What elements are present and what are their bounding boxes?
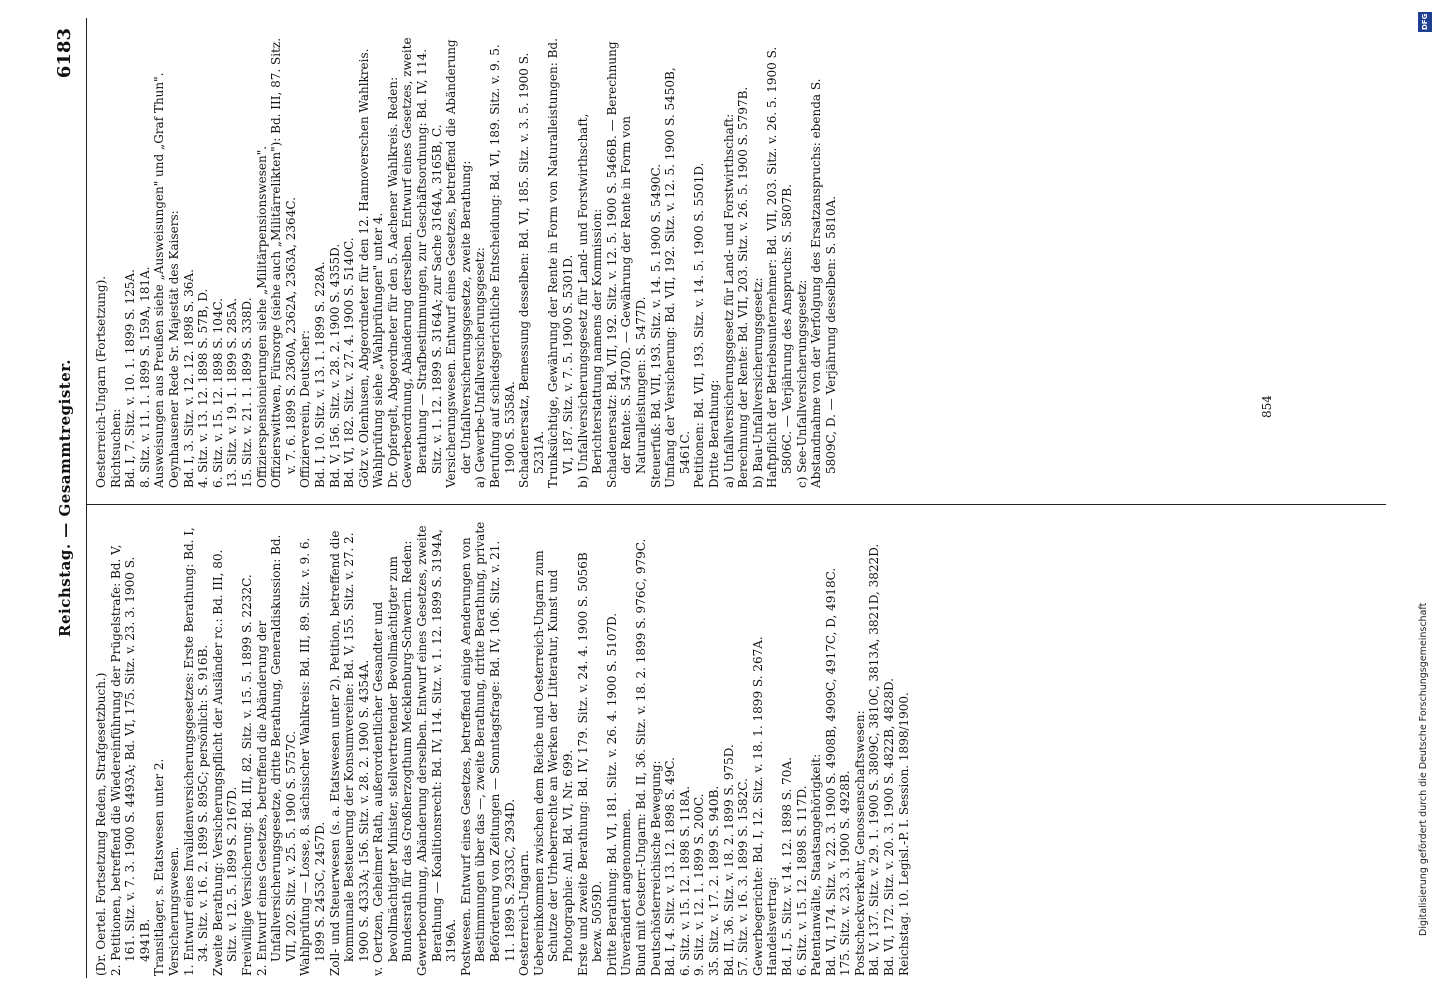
right-column-entry: Steuerfuß: Bd. VII, 193. Sitz. v. 14. 5. 1900 S. 5490C. (648, 163, 663, 488)
right-column-entry: b) Bau-Unfallversicherungsgesetz: (750, 277, 765, 488)
right-column-entry: Bd. VI, 182. Sitz. v. 27. 4. 1900 S. 5140C. (342, 237, 357, 488)
right-column-entry: Bd. I, 3. Sitz. v. 12. 12. 1898 S. 36A. (181, 269, 196, 488)
right-column-entry: 6. Sitz. v. 15. 12. 1898 S. 104C. (210, 297, 225, 488)
left-column-entry: Deutschösterreichische Bewegung: (648, 760, 663, 976)
page-title: Reichstag. — Gesammtregister. (56, 359, 74, 637)
right-column-entry: Oeynhausener Rede Sr. Majestät des Kaisers: (166, 210, 181, 488)
right-column-entry: Ausweisungen aus Preußen siehe „Ausweisungen" und „Graf Thun". (152, 72, 167, 488)
right-column-entry: 15. Sitz. v. 21. 1. 1899 S. 338D. (239, 297, 254, 488)
right-column-entry: 4. Sitz. v. 13. 12. 1898 S. 57B, D. (196, 288, 211, 488)
right-column-entry: Berufung auf schiedsgerichtliche Entscheidung: Bd. VI, 189. Sitz. v. 9. 5. 1900 S. 5358A. (488, 44, 517, 488)
right-column-entry: Offizierspensionierungen siehe „Militärpensionswesen". (254, 145, 269, 488)
left-column-entry: 1. Entwurf eines Invalidenversicherungsgesetzes: Erste Berathung: Bd. I, 34. Sitz. v. 16. 2. 1899 S. 895C; persönlich: S. 916B. (181, 527, 211, 976)
right-column-entry: Gewerbeordnung, Abänderung derselben. Entwurf eines Gesetzes, zweite Berathung — Strafbestimmungen, zur Geschäftsordnung: Bd. IV, 114. Sitz. v. 1. 12. 1899 S. 3164A; zur Sache 3164A, 3165B, C. (400, 37, 444, 488)
left-column-entry: 57. Sitz. v. 16. 3. 1899 S. 1582C. (736, 778, 751, 976)
left-column-entry: Bd. VI, 174. Sitz. v. 22. 3. 1900 S. 4908B, 4909C, 4917C, D, 4918C. (823, 567, 838, 976)
right-column-entry: Offizierverein, Deutscher: (298, 330, 313, 488)
left-column-entry: Patentanwälte, Staatsangehörigkeit: (809, 753, 824, 976)
dfg-logo-icon: DFG (1418, 12, 1432, 32)
left-column-entry: (Dr. Oertel. Fortsetzung Reden, Strafgesetzbuch.) (94, 672, 108, 976)
right-column-entry: b) Unfallversicherungsgesetz für Land- und Forstwirthschaft, Berichterstattung namens der Kommission: (575, 113, 605, 488)
footer-signature: 854 (1260, 395, 1274, 418)
right-column-entry: Bd. I, 7. Sitz. v. 10. 1. 1899 S. 125A. (123, 269, 138, 488)
left-column (94, 521, 1384, 976)
right-column-entry: Dritte Berathung: (706, 379, 721, 488)
right-column-entry: Bd. V, 156. Sitz. v. 28. 2. 1900 S. 4355D. (327, 243, 342, 488)
left-column-entry: Bd. V, 137. Sitz. v. 29. 1. 1900 S. 3809C, 3810C, 3813A, 3821D, 3822D. (867, 543, 882, 976)
digitization-credit: Digitalisierung gefördert durch die Deutsche Forschungsgemeinschaft (1418, 602, 1429, 936)
left-column-entry: Unverändert angenommen. (619, 808, 634, 976)
left-column-entry: Postscheckverkehr, Genossenschaftswesen: (852, 710, 867, 976)
left-column-entry: Bd. I, 4. Sitz. v. 13. 12. 1898 S. 49C. (663, 757, 678, 976)
right-column-entry: Richtsuchen: (108, 408, 123, 488)
left-column-entry: v. Oertzen, Geheimer Rath, außerordentlicher Gesandter und bevollmächtigter Minister, stellvertretender Bevollmächtigter zum Bundesrath für das Großherzogthum Mecklenburg-Schwerin. Reden: (371, 540, 415, 976)
left-column-entry: Gewerbeordnung, Abänderung derselben. Entwurf eines Gesetzes, zweite Berathung — Koalitionsrecht: Bd. IV, 114. Sitz. v. 1. 12. 1899 S. 3194A, 3196A. (415, 525, 459, 976)
right-column-entry: a) Gewerbe-Unfallversicherungsgesetz: (473, 247, 488, 488)
rotated-page-content (50, 18, 1390, 978)
right-column-entry: Haftpflicht der Betriebsunternehmer: Bd. VII, 203. Sitz. v. 26. 5. 1900 S. 5806C. — Verjährung des Anspruchs: S. 5807B. (765, 46, 794, 488)
left-column-entry: Bd. VI, 172. Sitz. v. 20. 3. 1900 S. 4822B, 4828D. (882, 678, 897, 976)
right-column-entry: Versicherungswesen. Entwurf eines Gesetzes, betreffend die Abänderung der Unfallversicherungsgesetze, zweite Berathung: (444, 39, 473, 488)
right-column (94, 33, 1384, 488)
left-column-entry: 175. Sitz. v. 23. 3. 1900 S. 4928B. (838, 770, 853, 976)
left-column-entry: Freiwillige Versicherung: Bd. III, 82. Sitz. v. 15. 5. 1899 S. 2232C. (239, 574, 254, 976)
left-column-entry: Bd. II, 36. Sitz. v. 18. 2. 1899 S. 975D. (721, 744, 736, 976)
right-column-entry: Abstandnahme von der Verfolgung des Ersatzanspruchs: ebenda S. 5809C, D. — Verjährung desselben: S. 5810A. (809, 78, 838, 488)
left-column-entry: Bd. I, 5. Sitz. v. 14. 12. 1898 S. 70A. (779, 757, 794, 976)
right-column-entry: Schadenersatz, Bemessung desselben: Bd. VI, 185. Sitz. v. 3. 5. 1900 S. 5231A. (517, 52, 546, 488)
right-column-entry: a) Unfallversicherungsgesetz für Land- und Forstwirthschaft: (721, 113, 736, 488)
right-column-entry: 8. Sitz. v. 11. 1. 1899 S. 159A, 181A. (137, 266, 152, 488)
left-column-entry: 6. Sitz. v. 15. 12. 1898 S. 117D. (794, 785, 809, 976)
right-column-entry: Dr. Opfergelt, Abgeordneter für den 5. Aachener Wahlkreis. Reden: (385, 76, 400, 488)
right-column-entry: c) See-Unfallversicherungsgesetz: (794, 279, 809, 488)
left-column-entry: 6. Sitz. v. 15. 12. 1898 S. 118A. (677, 785, 692, 976)
right-column-entry: Offizierswittwen, Fürsorge (siehe auch „Militärrelikten"): Bd. III, 87. Sitz. v. 7. 6. 1899 S. 2360A, 2362A, 2363A, 2364C. (269, 37, 298, 488)
right-column-entry: Trunksüchtige, Gewährung der Rente in Form von Naturalleistungen: Bd. VI, 187. Sitz. v. 7. 5. 1900 S. 5301D. (546, 38, 575, 488)
left-column-entry: Zweite Berathung: Versicherungspflicht der Ausländer rc.: Bd. III, 80. Sitz. v. 12. 5. 1899 S. 2167D. (210, 549, 240, 976)
right-column-entry: Wahlprüfung siehe „Wahlprüfungen" unter 4. (371, 212, 386, 488)
right-column-entry: Umfang der Versicherung: Bd. VII, 192. Sitz. v. 12. 5. 1900 S. 5450B, 5461C. (663, 67, 692, 488)
left-column-entry: Handelsvertrag: (765, 876, 780, 976)
right-column-entry: Petitionen: Bd. VII, 193. Sitz. v. 14. 5. 1900 S. 5501D. (692, 162, 707, 488)
right-column-entry: 13. Sitz. v. 19. 1. 1899 S. 285A. (225, 297, 240, 488)
left-column-entry: Wahlprüfung — Losse, 8. sächsischer Wahlkreis: Bd. III, 89. Sitz. v. 9. 6. 1899 S. 2453C, 2457D. (298, 537, 327, 976)
right-column-entry: Bd. I, 10. Sitz. v. 13. 1. 1899 S. 228A. (312, 261, 327, 488)
left-column-entry: 9. Sitz. v. 12. 1. 1899 S. 200C. (692, 793, 707, 976)
left-column-entry: Postwesen. Entwurf eines Gesetzes, betreffend einige Aenderungen von Bestimmungen über das —, zweite Berathung, dritte Berathung, private Beförderung von Zeitungen — Sonntagsfrage: Bd. IV, 106. Sitz. v. 21. 11. 1899 S. 2933C, 2934D. (458, 521, 517, 976)
right-column-entry: Götz v. Olenhusen, Abgeordneter für den 12. Hannoverschen Wahlkreis. (356, 48, 371, 488)
left-column-entry: Dritte Berathung: Bd. VI, 181. Sitz. v. 26. 4. 1900 S. 5107D. (604, 612, 619, 976)
left-column-entry: 2. Entwurf eines Gesetzes, betreffend die Abänderung der Unfallversicherungsgesetze, dritte Berathung, Generaldiskussion: Bd. VII, 202. Sitz. v. 25. 5. 1900 S. 5757C. (254, 534, 298, 976)
left-column-entry: Zoll- und Steuerwesen (s. a. Etatswesen unter 2). Petition, betreffend die kommunale Besteuerung der Konsumvereine: Bd. V, 155. Sitz. v. 27. 2. 1900 S. 4333A; 156. Sitz. v. 28. 2. 1900 S. 4354A. (327, 530, 371, 976)
page-number: 6183 (54, 28, 75, 79)
left-column-entry: Versicherungswesen. (166, 846, 181, 976)
left-column-entry: Reichstag. 10. Legisl.-P. I. Session. 1898/1900. (896, 692, 911, 976)
right-column-entry: Oesterreich-Ungarn (Fortsetzung). (94, 275, 108, 488)
column-divider (86, 504, 1386, 505)
left-column-entry: 35. Sitz. v. 17. 2. 1899 S. 940B. (706, 785, 721, 976)
right-column-entry: Schadenersatz: Bd. VII, 192. Sitz. v. 12. 5. 1900 S. 5466B. — Berechnung der Rente: S. 5470D. — Gewährung der Rente in Form von Naturalleistungen: S. 5477D. (604, 41, 648, 488)
left-column-entry: Bund mit Oesterr.-Ungarn: Bd. II, 36. Sitz. v. 18. 2. 1899 S. 976C, 979C. (633, 538, 648, 976)
left-column-entry: Gewerbegerichte: Bd. I, 12. Sitz. v. 18. 1. 1899 S. 267A. (750, 636, 765, 976)
left-column-entry: Uebereinkommen zwischen dem Reiche und Oesterreich-Ungarn zum Schutze der Urheberrechte an Werken der Litteratur, Kunst und Photographie: Anl. Bd. VI, Nr. 699. (531, 550, 575, 976)
right-column-entry: Berechnung der Rente: Bd. VII, 203. Sitz. v. 26. 5. 1900 S. 5797B. (736, 86, 751, 488)
left-column-entry: Erste und zweite Berathung: Bd. IV, 179. Sitz. v. 24. 4. 1900 S. 5056B bezw. 5059D. (575, 552, 605, 976)
header-rule (86, 18, 87, 978)
page-header (50, 18, 90, 978)
left-column-entry: Transitlager, s. Etatswesen unter 2. (152, 758, 167, 976)
left-column-entry: Oesterreich-Ungarn. (517, 850, 532, 976)
left-column-entry: 2. Petitionen, betreffend die Wiedereinführung der Prügelstrafe: Bd. V, 161. Sitz. v. 7. 3. 1900 S. 4493A; Bd. VI, 175. Sitz. v. 23. 3. 1900 S. 4941B. (108, 544, 152, 976)
